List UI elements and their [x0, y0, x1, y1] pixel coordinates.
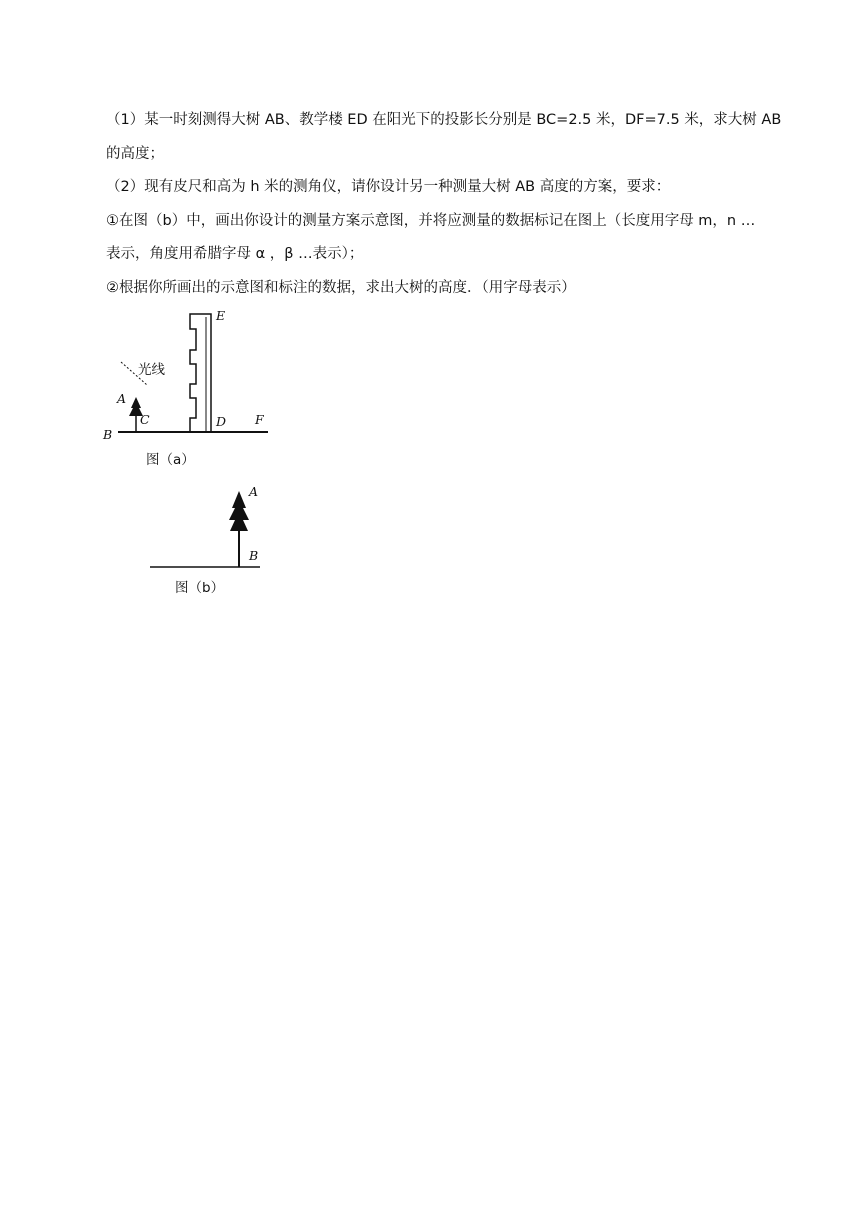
point-A-b: A	[249, 484, 259, 499]
point-F-a: F	[255, 412, 264, 427]
point-D-a: D	[216, 414, 227, 429]
item1-line1: ①在图（b）中，画出你设计的测量方案示意图，并将应测量的数据标记在图上（长度用字母 m，n …	[106, 213, 756, 229]
point-B-a: B	[103, 427, 113, 442]
point-C-a: C	[140, 412, 150, 427]
label-light: 光线	[138, 362, 165, 378]
caption-figure-a: 图（a）	[146, 452, 195, 468]
item1-line2: 表示，角度用希腊字母 α ，β …表示）；	[106, 246, 364, 262]
point-E-a: E	[216, 308, 226, 323]
tree-crown-b	[229, 491, 249, 531]
part1-line1: （1）某一时刻测得大树 AB、教学楼 ED 在阳光下的投影长分别是 BC=2.5 米，DF=7.5 米，求大树 AB	[106, 112, 782, 128]
item2-line1: ②根据你所画出的示意图和标注的数据，求出大树的高度．（用字母表示）	[106, 280, 576, 296]
part2-line1: （2）现有皮尺和高为 h 米的测角仪，请你设计另一种测量大树 AB 高度的方案，要求：	[106, 179, 671, 195]
caption-figure-b: 图（b）	[175, 580, 225, 596]
point-A-a: A	[117, 391, 127, 406]
point-B-b: B	[249, 548, 259, 563]
part1-line2: 的高度；	[106, 146, 164, 162]
